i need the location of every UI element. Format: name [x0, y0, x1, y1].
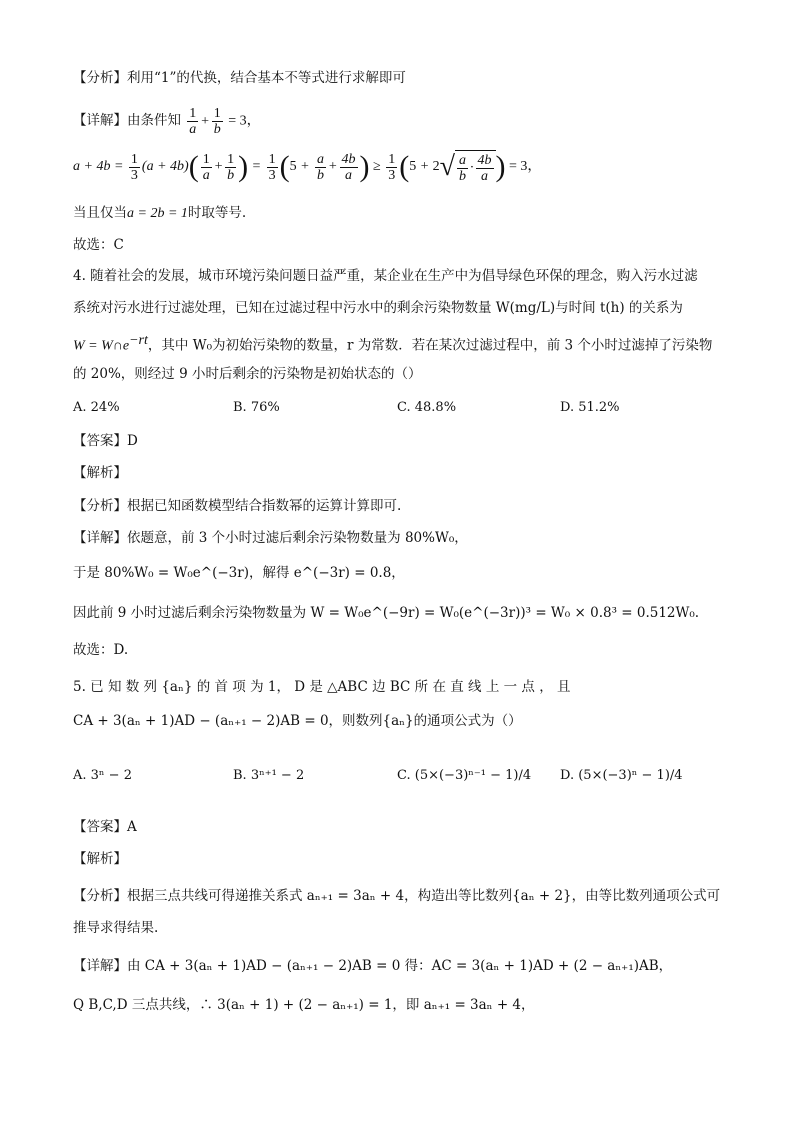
q5-detail-1: 【详解】由 CA + 3(aₙ + 1)AD − (aₙ₊₁ − 2)AB = 0 得：AC = 3(aₙ + 1)AD + (2 − aₙ₊₁)AB，	[73, 958, 673, 974]
q5-stem-line-2: CA + 3(aₙ + 1)AD − (aₙ₊₁ − 2)AB = 0，则数列{aₙ}的通项公式为（）	[73, 713, 522, 729]
q5-stem-line-1: 5. 已 知 数 列 {aₙ} 的 首 项 为 1， D 是 △ABC 边 BC 所 在 直 线 上 一 点 ， 且	[73, 679, 571, 695]
q4-stem-line-2: 系统对污水进行过滤处理，已知在过滤过程中污水中的剩余污染物数量 W(mg/L)与时间 t(h) 的关系为	[73, 300, 683, 316]
q5-option-c: C. (5×(−3)ⁿ⁻¹ − 1)/4	[397, 768, 532, 783]
q5-answer: 【答案】A	[73, 819, 137, 835]
q3-analysis: 【分析】利用“1”的代换，结合基本不等式进行求解即可	[73, 70, 406, 86]
q4-detail-1: 【详解】依题意，前 3 个小时过滤后剩余污染物数量为 80%W₀，	[73, 530, 468, 546]
q4-stem-line-3: $W = W\cap e^{-rt}$，其中 W₀为初始污染物的数量，r 为常数．若在某次过滤过程中，前 3 个小时过滤掉了污染物	[73, 333, 713, 354]
q3-choice: 故选：C	[73, 237, 124, 253]
q4-detail-3: 因此前 9 小时过滤后剩余污染物数量为 W = W₀e^(−9r) = W₀(e^(−3r))³ = W₀ × 0.8³ = 0.512W₀.	[73, 605, 700, 621]
q4-detail-2: 于是 80%W₀ = W₀e^(−3r)，解得 e^(−3r) = 0.8，	[73, 565, 405, 581]
q4-choice: 故选：D.	[73, 642, 129, 658]
q3-condition-formula: $\frac{1}{a}$ + $\frac{1}{b}$	[189, 106, 221, 137]
q3-detail-condition: 【详解】由条件知 $\frac{1}{a}$ + $\frac{1}{b}$ = 3，	[73, 106, 261, 137]
q4-analysis: 【分析】根据已知函数模型结合指数幂的运算计算即可.	[73, 498, 402, 514]
q4-stem-line-1: 4. 随着社会的发展，城市环境污染问题日益严重，某企业在生产中为倡导绿色环保的理念，购入污水过滤	[73, 268, 698, 284]
q3-equation-line: a + 4b = $\frac{1}{3}$ (a + 4b)( $\frac{1}{a}$ + $\frac{1}{b}$ ) = $\frac{1}{3}$ (5 + $\frac{a}{b}$ + $\frac{4b}{a}$ ) ≥ $\frac{1}{3}$ (5 + 2√ $\frac{a}{b}$ · $\frac{4b}{a}$ ) = 3，	[73, 150, 542, 184]
q4-answer: 【答案】D	[73, 433, 138, 449]
q5-option-a: A. 3ⁿ − 2	[73, 768, 132, 783]
q4-jiexi: 【解析】	[73, 465, 127, 481]
q5-analysis-2: 推导求得结果.	[73, 920, 159, 936]
q4-stem-line-4: 的 20%，则经过 9 小时后剩余的污染物是初始状态的（）	[73, 366, 422, 382]
q5-jiexi: 【解析】	[73, 851, 127, 867]
q5-option-d: D. (5×(−3)ⁿ − 1)/4	[560, 768, 683, 783]
q5-detail-2: Q B,C,D 三点共线，∴ 3(aₙ + 1) + (2 − aₙ₊₁) = 1，即 aₙ₊₁ = 3aₙ + 4，	[73, 997, 535, 1013]
q5-option-b: B. 3ⁿ⁺¹ − 2	[233, 768, 305, 783]
q4-option-b: B. 76%	[233, 400, 280, 415]
q4-option-a: A. 24%	[73, 400, 120, 415]
q3-equality-condition: 当且仅当a = 2b = 1时取等号.	[73, 205, 247, 221]
q5-analysis-1: 【分析】根据三点共线可得递推关系式 aₙ₊₁ = 3aₙ + 4，构造出等比数列{aₙ + 2}，由等比数列通项公式可	[73, 888, 721, 904]
q4-option-d: D. 51.2%	[560, 400, 620, 415]
q4-option-c: C. 48.8%	[397, 400, 457, 415]
